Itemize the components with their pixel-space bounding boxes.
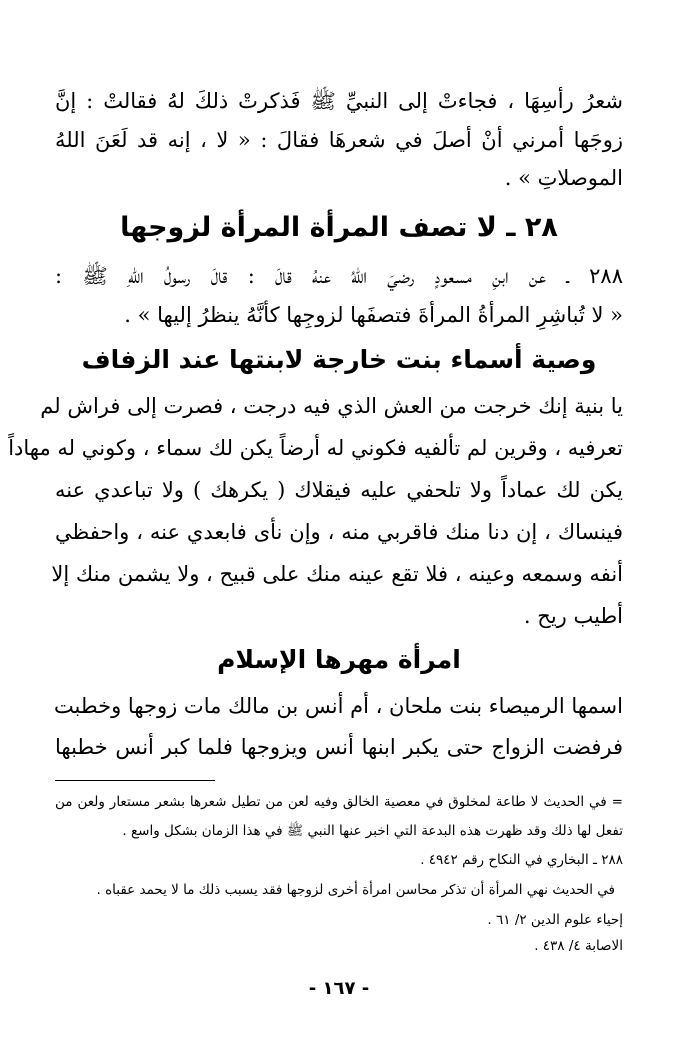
wasiyya-line-1: يا بنية إنك خرجت من العش الذي فيه درجت ، فصرت إلى فراش لم — [40, 394, 623, 418]
footnote-line-6: الاصابة ٤/ ٤٣٨ . — [534, 938, 623, 954]
wasiyya-line-6: أطيب ريح . — [523, 604, 623, 628]
wasiyya-line-4: فينساك ، إن دنا منك فاقربي منه ، وإن نأى فابعدي عنه ، واحفظي — [55, 520, 623, 544]
intro-line-3: الموصلاتِ » . — [504, 166, 623, 190]
hadith-288-line-1: ٢٨٨ ـ عن ابنِ مسعودٍ رضيَ اللهُ عنهُ قالَ : قالَ رسولُ اللهِ ﷺ : — [55, 264, 623, 288]
footnote-line-3: ٢٨٨ ـ البخاري في النكاح رقم ٤٩٤٢ . — [420, 852, 623, 868]
mahr-heading: امرأة مهرها الإسلام — [217, 645, 461, 674]
footnote-line-2: تفعل لها ذلك وقد ظهرت هذه البدعة التي اخبر عنها النبي ﷺ في هذا الزمان بشكل واسع . — [122, 823, 623, 839]
wasiyya-line-5: أنفه وسمعه وعينه ، فلا تقع عينه منك على قبيح ، ولا يشمن منك إلا — [51, 562, 623, 586]
mahr-line-2: فرفضت الزواج حتى يكبر ابنها أنس ويزوجها فلما كبر أنس خطبها — [55, 735, 623, 759]
footnote-line-1: = في الحديث لا طاعة لمخلوق في معصية الخالق وفيه لعن من تطيل شعرها بشعر مستعار ولعن من — [55, 794, 623, 810]
footnote-line-4: في الحديث نهي المرأة أن تذكر محاسن امرأة أخرى لزوجها فقد يسبب ذلك ما لا يحمد عقباه . — [96, 882, 615, 898]
section-28-heading: ٢٨ ـ لا تصف المرأة المرأة لزوجها — [120, 212, 558, 243]
wasiyya-line-3: يكن لك عماداً ولا تلحفي عليه فيقلاك ( يكرهك ) ولا تباعدي عنه — [55, 478, 623, 502]
intro-line-2: زوجَها أمرني أنْ أصلَ في شعرهَا فقالَ : « لا ، إنه قد لَعَنَ اللهُ — [55, 128, 623, 152]
intro-line-1: شعرُ رأسِهَا ، فجاءتْ إلى النبيِّ ﷺ فَذكرتْ ذلكَ لهُ فقالتْ : إنَّ — [55, 89, 623, 113]
book-page — [8, 80, 623, 1051]
hadith-288-line-2: « لا تُباشِرِ المرأةُ المرأةَ فتصفَها لزوجِها كأنَّهُ ينظرُ إليها » . — [124, 303, 623, 327]
page-number: - ١٦٧ - — [308, 978, 370, 999]
wasiyya-heading: وصية أسماء بنت خارجة لابنتها عند الزفاف — [81, 345, 597, 374]
mahr-line-1: اسمها الرميصاء بنت ملحان ، أم أنس بن مالك مات زوجها وخطبت — [53, 694, 623, 718]
footnote-rule — [55, 780, 215, 781]
wasiyya-line-2: تعرفيه ، وقرين لم تألفيه فكوني له أرضاً يكن لك سماء ، وكوني له مهاداً — [8, 436, 623, 460]
footnote-line-5: إحياء علوم الدين ٢/ ٦١ . — [487, 912, 623, 928]
